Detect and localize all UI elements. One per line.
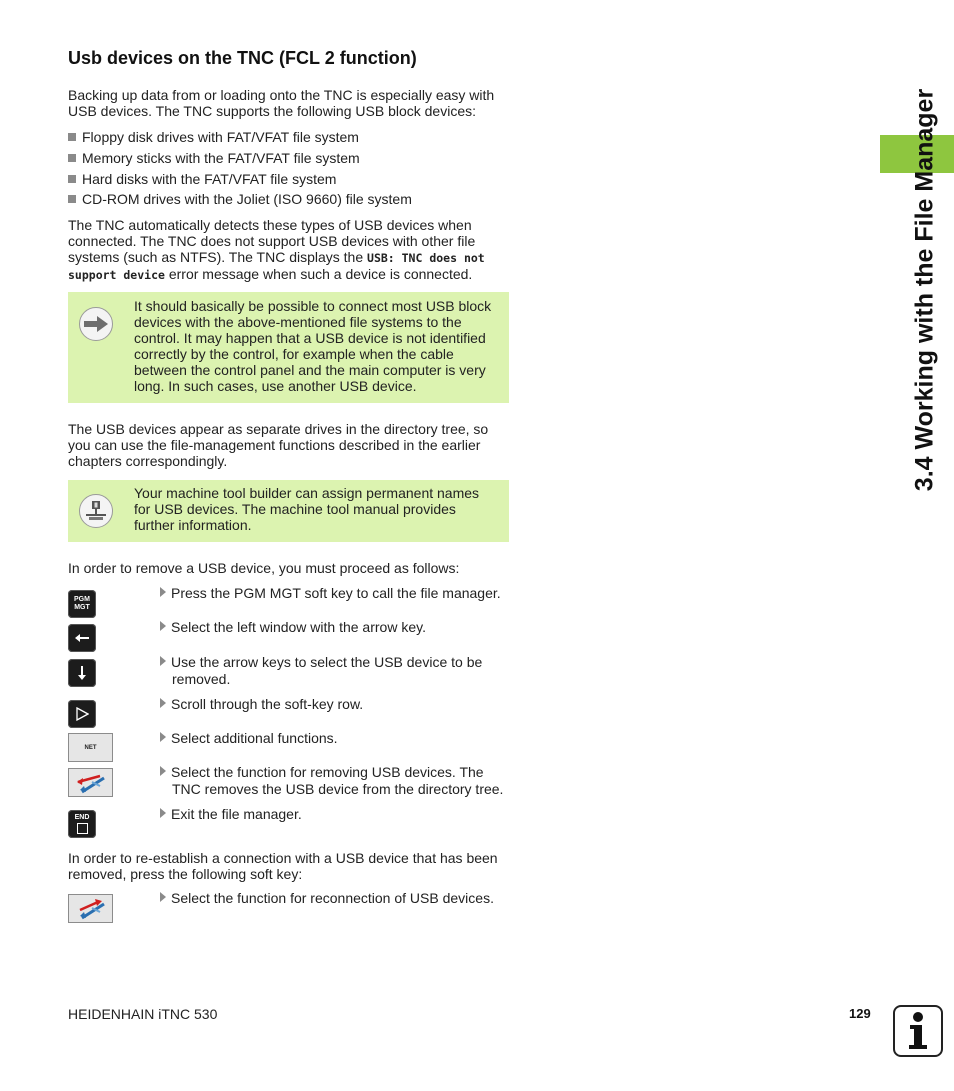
note-text: Your machine tool builder can assign permanent names for USB devices. The machine tool manual provides further information. <box>134 485 480 533</box>
bullet-square-icon <box>68 175 76 183</box>
step-arrow-icon <box>160 766 166 776</box>
step-reconnect <box>160 890 520 907</box>
step-text: Select the function for removing USB devices. The <box>171 764 484 780</box>
machine-tool-icon <box>79 494 113 528</box>
list-item <box>68 129 359 145</box>
step-text: Use the arrow keys to select the USB device to be <box>171 654 483 670</box>
arrow-down-icon <box>77 665 87 681</box>
step-text-continued: removed. <box>172 671 231 687</box>
separate-drives-paragraph: The USB devices appear as separate drives in the directory tree, so you can use the file-management functions described in the earlier chapters correspondingly. <box>68 421 489 469</box>
key-label: END <box>74 814 90 821</box>
detection-text-post: error message when such a device is connected. <box>168 266 473 282</box>
next-softkey-row-key[interactable] <box>68 700 96 728</box>
note-text: It should basically be possible to connect most USB block devices with the above-mentioned file systems to the control. It may happen that a USB device is not identified correctly by the control, for example when the cable between the control panel and the main computer is very long. In such cases, use another USB device. <box>134 298 492 394</box>
step-text: Exit the file manager. <box>171 806 302 822</box>
reconnect-intro: In order to re-establish a connection with a USB device that has been removed, press the following soft key: <box>68 850 498 882</box>
list-item <box>68 191 412 207</box>
list-item-text: Memory sticks with the FAT/VFAT file system <box>82 150 360 166</box>
softkey-label: NET <box>84 744 97 751</box>
arrow-left-key[interactable] <box>68 624 96 652</box>
end-key[interactable] <box>68 810 96 838</box>
bullet-square-icon <box>68 133 76 141</box>
bullet-square-icon <box>68 154 76 162</box>
step-text: Press the PGM MGT soft key to call the file manager. <box>171 585 501 601</box>
note-box-machine-builder <box>68 480 509 542</box>
step-arrow-icon <box>160 621 166 631</box>
usb-remove-icon <box>72 772 110 794</box>
key-label: PGM <box>74 596 90 603</box>
step-text: Scroll through the soft-key row. <box>171 696 364 712</box>
arrow-right-icon <box>79 307 113 341</box>
intro-paragraph: Backing up data from or loading onto the TNC is especially easy with USB devices. The TNC supports the following USB block devices: <box>68 87 495 119</box>
step-text: Select the function for reconnection of USB devices. <box>171 890 494 906</box>
square-icon <box>77 823 88 834</box>
list-item-text: CD-ROM drives with the Joliet (ISO 9660) file system <box>82 191 412 207</box>
note-box-usb-compat <box>68 292 509 403</box>
step-arrow-icon <box>160 698 166 708</box>
chapter-title: 3.4 Working with the File Manager <box>910 88 939 492</box>
step-5 <box>160 730 520 747</box>
bullet-square-icon <box>68 195 76 203</box>
section-heading: Usb devices on the TNC (FCL 2 function) <box>68 48 417 68</box>
error-message-code: USB: TNC does not support device <box>68 251 485 282</box>
triangle-right-icon <box>75 707 89 721</box>
key-label: MGT <box>74 604 90 611</box>
step-arrow-icon <box>160 587 166 597</box>
step-7 <box>160 806 520 823</box>
remove-usb-softkey[interactable] <box>68 768 113 797</box>
remove-intro: In order to remove a USB device, you must proceed as follows: <box>68 560 460 576</box>
reconnect-usb-softkey[interactable] <box>68 894 113 923</box>
list-item-text: Hard disks with the FAT/VFAT file system <box>82 171 337 187</box>
usb-reconnect-icon <box>72 898 110 920</box>
step-arrow-icon <box>160 732 166 742</box>
step-4 <box>160 696 520 713</box>
list-item <box>68 150 360 166</box>
step-arrow-icon <box>160 808 166 818</box>
list-item-text: Floppy disk drives with FAT/VFAT file system <box>82 129 359 145</box>
page-number: 129 <box>849 1006 871 1021</box>
step-arrow-icon <box>160 656 166 666</box>
step-3 <box>160 654 520 688</box>
step-2 <box>160 619 520 636</box>
pgm-mgt-key[interactable] <box>68 590 96 618</box>
step-arrow-icon <box>160 892 166 902</box>
step-6 <box>160 764 520 798</box>
step-text: Select additional functions. <box>171 730 338 746</box>
arrow-down-key[interactable] <box>68 659 96 687</box>
list-item <box>68 171 336 187</box>
step-text-continued: TNC removes the USB device from the directory tree. <box>172 781 504 797</box>
arrow-left-icon <box>74 633 90 643</box>
detection-paragraph <box>68 217 513 283</box>
detection-text-pre: The TNC automatically detects these types of USB devices when connected. The TNC does not support USB devices with other file systems (such as NTFS). The TNC displays the <box>68 217 476 265</box>
net-softkey[interactable] <box>68 733 113 762</box>
info-icon <box>893 1005 943 1057</box>
step-1 <box>160 585 520 602</box>
footer-product: HEIDENHAIN iTNC 530 <box>68 1006 218 1022</box>
step-text: Select the left window with the arrow key. <box>171 619 426 635</box>
